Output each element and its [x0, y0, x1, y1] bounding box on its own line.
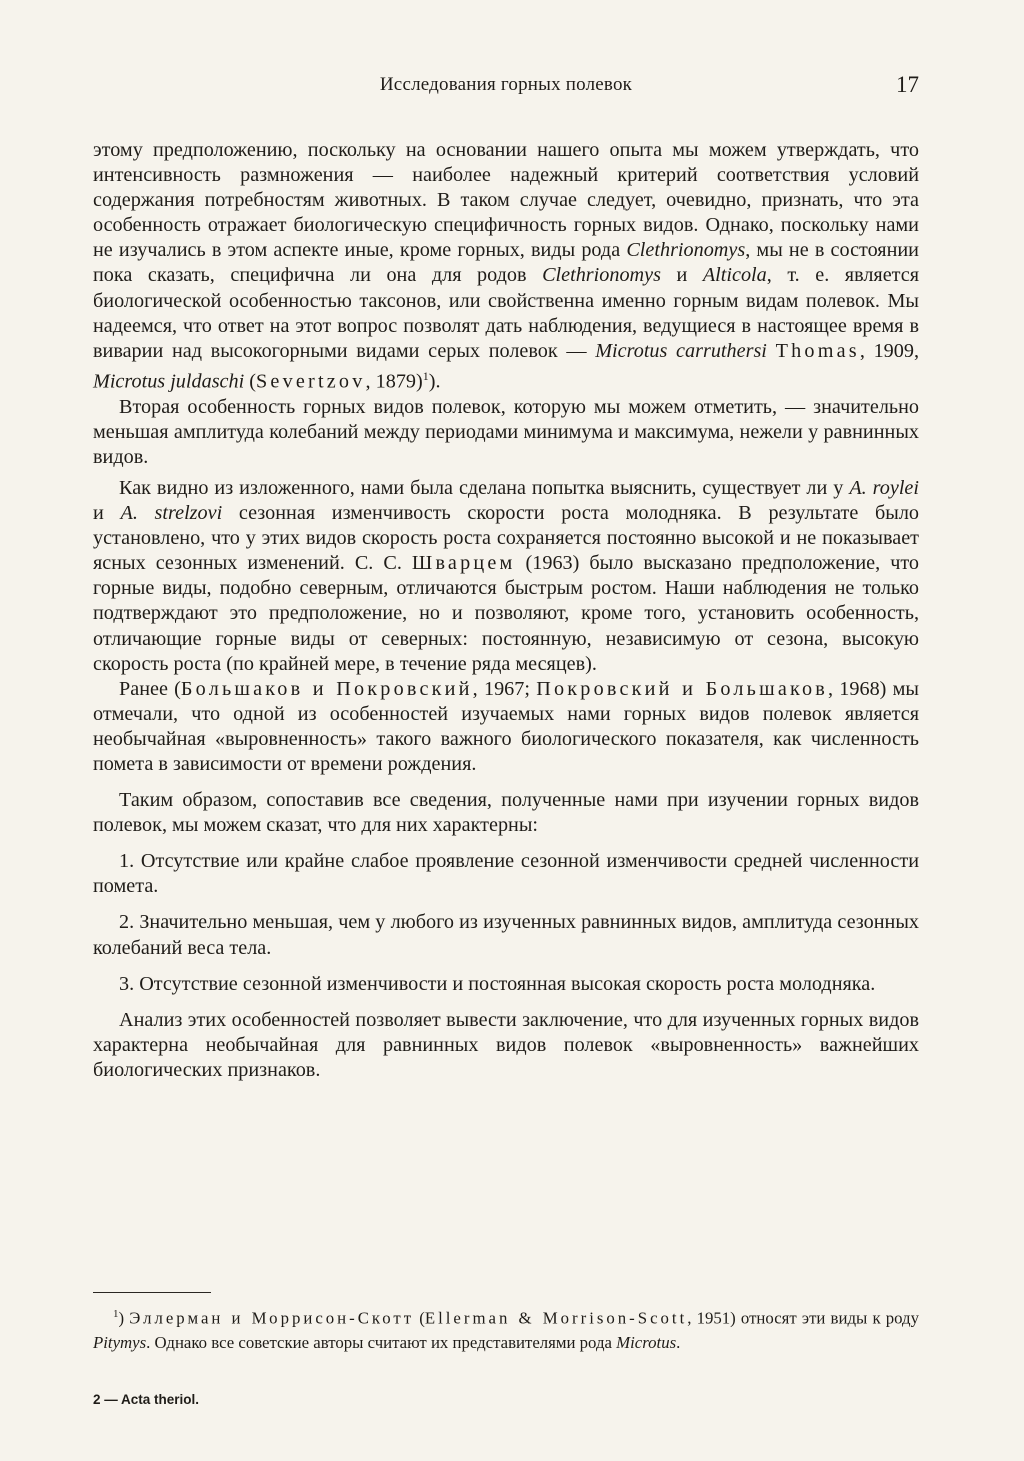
text-run: Как видно из изложенного, нами была сделана попытка выяснить, существует ли у — [119, 476, 850, 499]
text-run: , мы не в состоянии пока сказать, специфична ли она для родов — [93, 239, 919, 287]
paragraph — [93, 138, 919, 395]
text-run: (1963) было высказано предположение, что горные виды, подобно северным, отличаются быстрым ростом. Наши наблюдения не только подтверждают это предположение, но и позволяют, кроме того, установить особенность, отличающие горные виды от северных: постоянную, независимую от сезона, высокую скорость роста (по крайней мере, в течение ряда месяцев). — [93, 552, 920, 675]
paragraph — [93, 476, 919, 677]
text-run: ( — [414, 1308, 425, 1328]
genus-name: Alticola — [702, 264, 767, 287]
text-run: , 1968) мы отмечали, что одной из особенностей изучаемых нами горных видов полевок является необычайная «выровненность» такого важного биологического показателя, как численность помета в зависимости от времени рождения. — [93, 677, 919, 775]
text-run: . Однако все советские авторы считают их представителями рода — [146, 1332, 617, 1352]
footnote-divider — [93, 1292, 211, 1293]
author-name: Thomas — [775, 339, 860, 362]
text-run: ). — [428, 370, 441, 393]
signature-line: 2 — Acta theriol. — [93, 1392, 200, 1407]
text-run: , 1909, — [859, 339, 919, 362]
genus-name: Pitymys — [93, 1332, 147, 1352]
text-run: , т. е. является биологической особенностью таксонов, или свойственна именно горным видам полевок. Мы надеемся, что ответ на этот вопрос позволят дать наблюдения, ведущиеся в настоящее время в виварии над высокогорными видами серых полевок — — [93, 264, 919, 362]
text-run: этому предположению, поскольку на основании нашего опыта мы можем утверждать, что интенсивность размножения — наиболее надежный критерий соответствия условий содержания потребностям животных. В таком случае следует, очевидно, признать, что эта особенность отражает биологическую специфичность горных видов. Однако, поскольку нами не изучались в этом аспекте иные, кроме горных, виды рода — [93, 139, 919, 262]
footnote-mark: 1 — [113, 1308, 119, 1320]
species-name: Microtus carruthersi — [595, 339, 767, 362]
text-run: , 1967; — [472, 677, 537, 700]
author-name: Большаков и Покровский — [180, 677, 473, 700]
footnote-reference: 1 — [422, 368, 429, 383]
paragraph — [93, 677, 919, 777]
text-run: ( — [244, 370, 256, 393]
species-name: A. roylei — [849, 476, 919, 499]
text-run: , 1879) — [365, 370, 423, 393]
paragraph: Таким образом, сопоставив все сведения, полученные нами при изучении горных видов полевок, мы можем сказат, что для них характерны: — [93, 789, 919, 837]
author-name: Шварцем — [411, 552, 516, 575]
page-number: 17 — [896, 72, 919, 97]
text-run: сезонная изменчивость скорости роста молодняка. В результате было установлено, что у этих видов скорость роста сохраняется постоянно высокой и не показывает ясных сезонных изменений. С. С. — [93, 502, 919, 575]
species-name: Microtus juldaschi — [93, 370, 245, 393]
text-run: и — [93, 502, 121, 525]
text-run: , 1951) относят эти виды к роду — [687, 1308, 919, 1328]
text-run: Ранее ( — [119, 677, 181, 700]
list-item: 1. Отсутствие или крайне слабое проявление сезонной изменчивости средней численности помета. — [93, 850, 919, 898]
genus-name: Clethrionomys — [626, 239, 746, 262]
body-text — [93, 138, 919, 1083]
list-item: 2. Значительно меньшая, чем у любого из изученных равнинных видов, амплитуда сезонных колебаний веса тела. — [93, 911, 919, 959]
paragraph: Вторая особенность горных видов полевок, которую мы можем отметить, — значительно меньшая амплитуда колебаний между периодами минимума и максимума, нежели у равнинных видов. — [93, 395, 919, 468]
list-item: 3. Отсутствие сезонной изменчивости и постоянная высокая скорость роста молодняка. — [119, 972, 876, 995]
author-name: Ellerman & Morrison-Scott — [424, 1308, 688, 1328]
text-run: и — [660, 264, 703, 287]
text-run: . — [676, 1332, 681, 1352]
running-title: Исследования горных полевок — [379, 74, 633, 95]
author-name: Severtzov — [256, 370, 366, 393]
page-header — [93, 68, 919, 108]
author-name: Эллерман и Моррисон-Скотт — [129, 1308, 415, 1328]
author-name: Покровский и Большаков — [536, 677, 828, 700]
species-name: A. strelzovi — [120, 502, 223, 525]
genus-name: Microtus — [616, 1332, 677, 1352]
footnote: $^1$) Эллерман и Моррисон-Скотт (Ellerman & Morrison-Scott, 1951) относят эти виды к роду Pitymys. Однако все советские авторы считают их представителями рода Microtus. — [93, 1308, 919, 1352]
genus-name: Clethrionomys — [542, 264, 661, 287]
paragraph: Анализ этих особенностей позволяет вывести заключение, что для изученных горных видов характерна необычайная для равнинных видов полевок «выровненность» важнейших биологических признаков. — [93, 1008, 919, 1081]
